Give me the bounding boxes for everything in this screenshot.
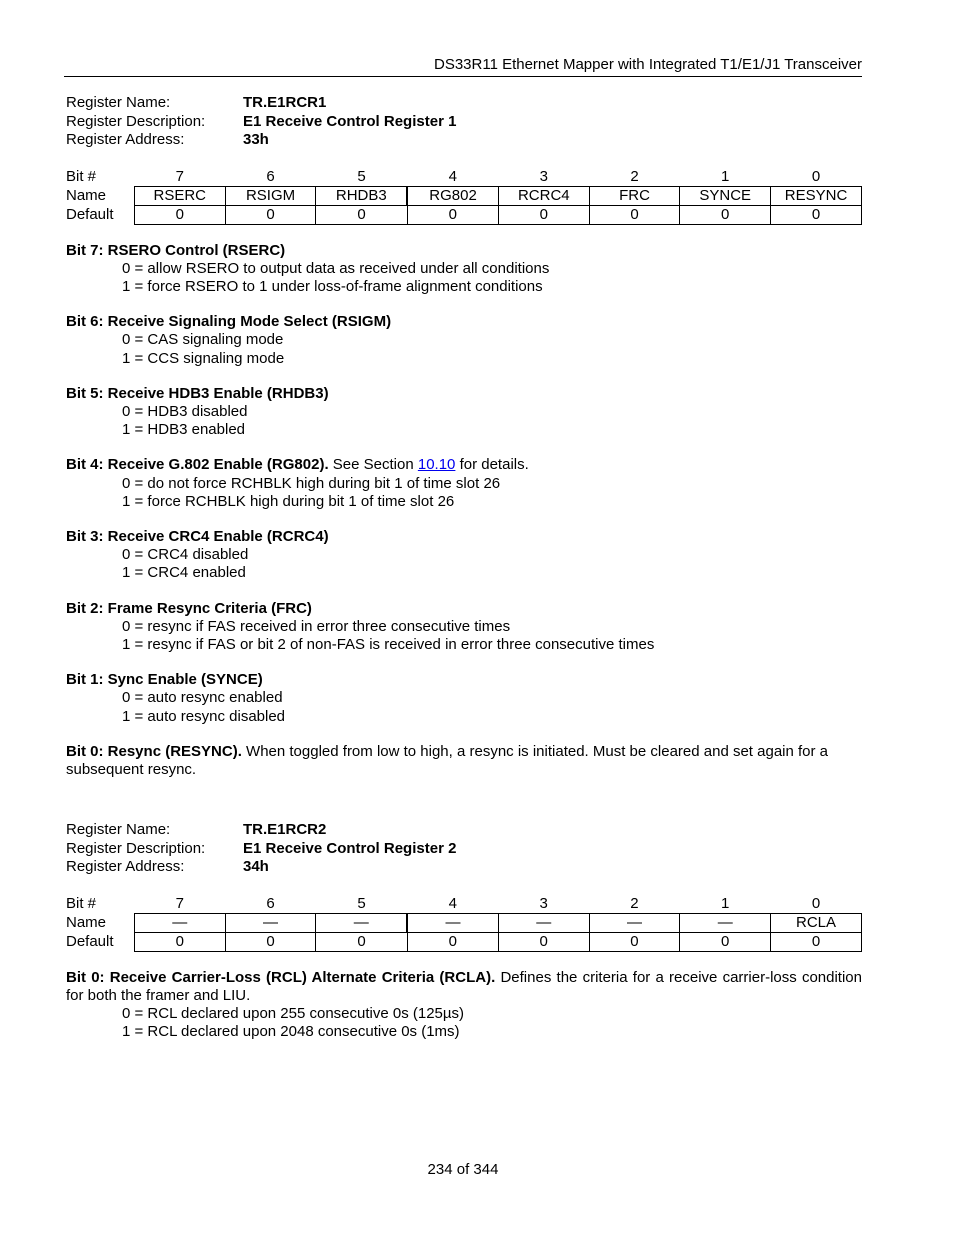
page-number: 234 of 344 (427, 1161, 499, 1178)
bit-description-title: Bit 2: Frame Resync Criteria (FRC) (66, 599, 312, 617)
bit-option: 1 = auto resync disabled (122, 707, 286, 725)
bit-description (66, 313, 862, 368)
register-address-label: Register Address: (66, 131, 185, 148)
bit-default-cell: 0 (225, 205, 316, 224)
bit-description (66, 528, 862, 583)
bit-default-row (66, 205, 862, 224)
bit-default-cell: 0 (316, 932, 407, 951)
bit-number: 1 (721, 167, 730, 185)
bit-default-cell: 0 (680, 932, 771, 951)
bit-option: 0 = HDB3 disabled (122, 402, 248, 420)
bit-name-cell: — (498, 913, 589, 932)
bit-option: 1 = CRC4 enabled (122, 564, 246, 582)
register-address-value: 34h (243, 858, 269, 876)
bit-description-text: for details. (455, 456, 529, 474)
bit-option: 0 = allow RSERO to output data as received under all conditions (122, 259, 550, 277)
bit-description-title: Bit 1: Sync Enable (SYNCE) (66, 671, 263, 689)
bit-name-cell: SYNCE (680, 186, 771, 205)
register-bit-table-1 (66, 168, 862, 225)
bit-option: 1 = RCL declared upon 2048 consecutive 0s (1ms) (122, 1023, 460, 1041)
bit-description-title: Bit 4: Receive G.802 Enable (RG802). (66, 456, 329, 474)
bit-default-cell: 0 (771, 932, 862, 951)
register-address-value: 33h (243, 131, 269, 148)
bit-option: 0 = RCL declared upon 255 consecutive 0s (125µs) (122, 1005, 465, 1023)
register-info-2 (66, 821, 862, 877)
bit-description (66, 385, 862, 440)
name-row-label: Name (66, 913, 107, 931)
bit-name-cell: RESYNC (771, 186, 862, 205)
bit-number: 2 (630, 167, 639, 185)
bit-default-cell: 0 (225, 932, 316, 951)
bit-name-cell: RG802 (407, 186, 498, 205)
bit-name-cell: — (680, 913, 771, 932)
bit-description (66, 242, 862, 297)
bit-description-title: Bit 5: Receive HDB3 Enable (RHDB3) (66, 384, 329, 402)
bit-default-cell: 0 (407, 932, 498, 951)
bit-number: 3 (539, 167, 548, 185)
bit-option: 1 = HDB3 enabled (122, 421, 246, 439)
bit-option: 0 = resync if FAS received in error three consecutive times (122, 617, 511, 635)
bit-number: 2 (630, 894, 639, 912)
bit-name-cell: RSIGM (225, 186, 316, 205)
bit-number: 6 (266, 894, 275, 912)
bit-description (66, 743, 862, 779)
bit-default-cell: 0 (589, 205, 680, 224)
bit-option: 1 = force RSERO to 1 under loss-of-frame alignment conditions (122, 277, 543, 295)
bit-description-paragraph (66, 969, 862, 1005)
bit-name-row (66, 186, 862, 205)
header-rule (64, 76, 862, 77)
bit-description-text: Defines the criteria for a receive carrier-loss condition for both the framer and LIU. (66, 968, 862, 1004)
bit-name-cell: — (225, 913, 316, 932)
bit-default-cell: 0 (680, 205, 771, 224)
bit-name-cell: — (407, 913, 498, 932)
bit-name-cell: — (589, 913, 680, 932)
bit-number: 7 (175, 167, 184, 185)
bit-number: 5 (357, 167, 366, 185)
bit-number: 5 (357, 894, 366, 912)
bit-description (66, 456, 862, 511)
bit-row-label: Bit # (66, 167, 97, 185)
bit-name-cell: FRC (589, 186, 680, 205)
bit-name-cell: — (134, 913, 225, 932)
register-description-value: E1 Receive Control Register 1 (243, 112, 457, 130)
register-description-value: E1 Receive Control Register 2 (243, 839, 457, 857)
bit-description (66, 600, 862, 655)
bit-default-cell: 0 (498, 205, 589, 224)
bit-option: 0 = CAS signaling mode (122, 331, 284, 349)
document-header: DS33R11 Ethernet Mapper with Integrated T1/E1/J1 Transceiver (433, 56, 862, 73)
bit-default-cell: 0 (498, 932, 589, 951)
bit-name-cell: RCRC4 (498, 186, 589, 205)
bit-option: 0 = CRC4 disabled (122, 546, 249, 564)
bit-description-text: When toggled from low to high, a resync is initiated. Must be cleared and set again for a subsequent resync. (66, 742, 829, 778)
bit-number: 4 (448, 167, 457, 185)
bit-name-row (66, 913, 862, 932)
bit-number-row (66, 895, 862, 914)
name-row-label: Name (66, 186, 107, 204)
bit-number: 7 (175, 894, 184, 912)
bit-option: 0 = auto resync enabled (122, 689, 283, 707)
bit-name-cell: RHDB3 (316, 186, 407, 205)
bit-option: 1 = resync if FAS or bit 2 of non-FAS is received in error three consecutive times (122, 635, 655, 653)
bit-default-cell: 0 (771, 205, 862, 224)
bit-default-cell: 0 (134, 205, 225, 224)
section-link[interactable]: 10.10 (417, 456, 456, 474)
register-name-label: Register Name: (66, 94, 171, 111)
bit-description-title: Bit 7: RSERO Control (RSERC) (66, 241, 286, 259)
bit-description (66, 969, 862, 1042)
bit-name-cell: RCLA (771, 913, 862, 932)
bit-description (66, 671, 862, 726)
register-bit-table-2 (66, 895, 862, 952)
register-name-label: Register Name: (66, 821, 171, 839)
register-name-value: TR.E1RCR2 (243, 821, 327, 839)
bit-description-title: Bit 3: Receive CRC4 Enable (RCRC4) (66, 527, 329, 545)
bit-option: 1 = CCS signaling mode (122, 349, 285, 367)
bit-name-cell: RSERC (134, 186, 225, 205)
bit-number-row (66, 168, 862, 187)
bit-default-cell: 0 (134, 932, 225, 951)
bit-description-title: Bit 0: Resync (RESYNC). (66, 742, 242, 760)
bit-description-paragraph (66, 743, 862, 779)
register-address-label: Register Address: (66, 858, 185, 876)
bit-default-row (66, 932, 862, 951)
bit-name-cell: — (316, 913, 407, 932)
register-description-label: Register Description: (66, 839, 206, 857)
bit-option: 0 = do not force RCHBLK high during bit 1 of time slot 26 (122, 474, 501, 492)
bit-number: 0 (811, 894, 821, 912)
register-description-label: Register Description: (66, 112, 206, 130)
bit-row-label: Bit # (66, 894, 97, 912)
bit-description-title: Bit 6: Receive Signaling Mode Select (RSIGM) (66, 313, 392, 331)
bit-description-heading (66, 456, 862, 474)
bit-default-cell: 0 (589, 932, 680, 951)
register-name-value: TR.E1RCR1 (243, 94, 327, 111)
bit-description-title: Bit 0: Receive Carrier-Loss (RCL) Alternate Criteria (RCLA). (66, 968, 496, 986)
bit-number: 3 (539, 894, 548, 912)
bit-number: 1 (721, 894, 730, 912)
bit-option: 1 = force RCHBLK high during bit 1 of time slot 26 (122, 492, 455, 510)
page-content (66, 94, 862, 1041)
register-info-1 (66, 94, 862, 150)
bit-default-cell: 0 (407, 205, 498, 224)
bit-description-text: See Section (328, 456, 418, 474)
default-row-label: Default (66, 932, 114, 950)
bit-number: 6 (266, 167, 275, 185)
default-row-label: Default (66, 205, 114, 223)
bit-number: 4 (448, 894, 457, 912)
bit-number: 0 (811, 167, 821, 185)
bit-default-cell: 0 (316, 205, 407, 224)
